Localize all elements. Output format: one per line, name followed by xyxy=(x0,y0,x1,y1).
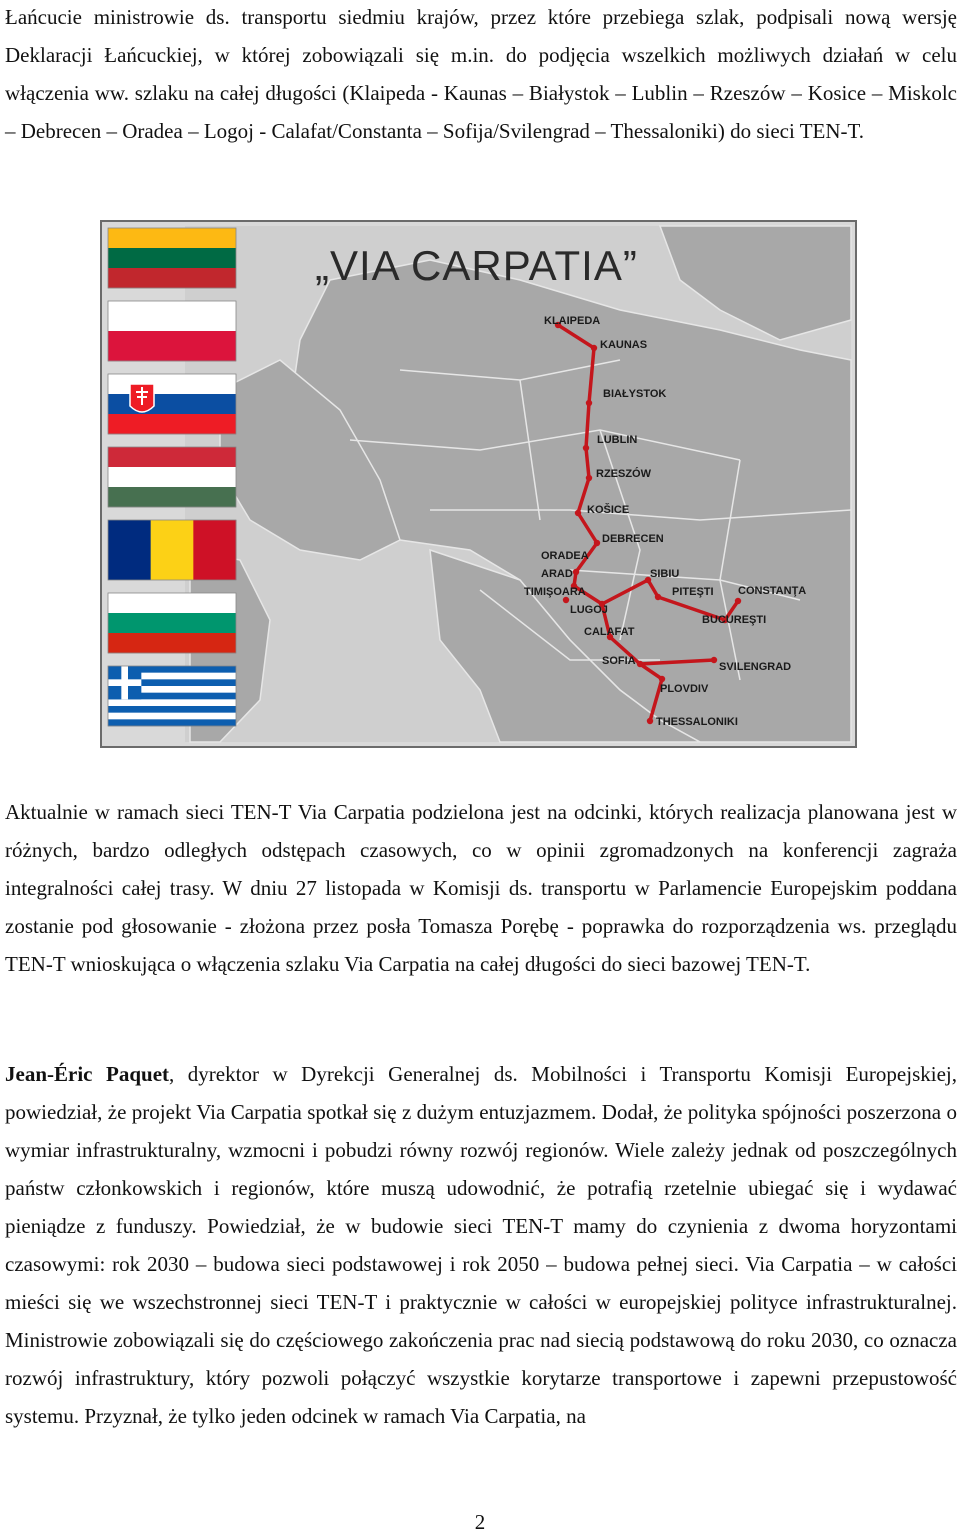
flag-stripe xyxy=(108,248,236,268)
city-marker xyxy=(583,445,589,451)
city-marker xyxy=(637,661,643,667)
speaker-name: Jean-Éric Paquet xyxy=(5,1062,170,1086)
paragraph-2-text: , dyrektor w Dyrekcji Generalnej ds. Mobilności i Transportu Komisji Europejskiej, powiedział, że projekt Via Carpatia spotkał się z dużym entuzjazmem. Dodał, że polityka spójności poszerzona o wymiar infrastrukturalny, wzmocni i pobudzi równy rozwój regionów. Wiele zależy jednak od poszczególnych państw członkowskich i regionów, które muszą udowodnić, że potrafią rzetelnie ubiegać się i wydawać pieniądze z funduszy. Powiedział, że w budowie sieci TEN-T mamy do czynienia z dwoma horyzontami czasowymi: rok 2030 – budowa sieci podstawowej i rok 2050 – budowa pełnej sieci. Via Carpatia – w całości mieści się we wszechstronnej sieci TEN-T i praktycznie w całości w europejskiej polityce infrastrukturalnej. Ministrowie zobowiązali się do częściowego zakończenia prac nad siecią podstawową do roku 2030, co oznacza rozwój infrastruktury, który pozwoli połączyć wszystkie korytarze transportowe i zapewni przepustowość systemu. Przyznał, że tylko jeden odcinek w ramach Via Carpatia, na xyxy=(5,1062,957,1428)
flag-stripe xyxy=(108,713,236,720)
flag-poland xyxy=(108,301,236,361)
flag-stripe xyxy=(108,593,236,613)
city-marker xyxy=(655,594,661,600)
flag-stripe xyxy=(151,520,194,580)
city-marker xyxy=(586,475,592,481)
city-label-0: KLAIPEDA xyxy=(544,315,601,327)
paragraph-1: Aktualnie w ramach sieci TEN-T Via Carpatia podzielona jest na odcinki, których realizacja planowana jest w różnych, bardzo odległych odstępach czasowych, co w opinii zgromadzonych na konferencji zagraża integralności całej trasy. W dniu 27 listopada w Komisji ds. transportu w Parlamencie Europejskim poddana zostanie pod głosowanie - złożona przez posła Tomasza Porębę - poprawka do rozporządzenia ws. przeglądu TEN-T wnioskująca o włączenia szlaku Via Carpatia na całej długości do sieci bazowej TEN-T. xyxy=(5,800,957,976)
city-label-6: DEBRECEN xyxy=(602,533,664,545)
flag-slovakia xyxy=(108,374,236,434)
flag-hungary xyxy=(108,447,236,507)
city-marker xyxy=(594,540,600,546)
city-marker xyxy=(647,718,653,724)
city-marker xyxy=(711,657,717,663)
city-label-11: SIBIU xyxy=(650,568,680,580)
city-label-18: PLOVDIV xyxy=(660,683,709,695)
intro-paragraph: Łańcucie ministrowie ds. transportu siedmiu krajów, przez które przebiega szlak, podpisali nową wersję Deklaracji Łańcuckiej, w której zobowiązali się m.in. do podjęcia wszelkich możliwych działań w celu włączenia ww. szlaku na całej długości (Klaipeda - Kaunas – Białystok – Lublin – Rzeszów – Kosice – Miskolc – Debrecen – Oradea – Logoj - Calafat/Constanta – Sofija/Svilengrad – Thessaloniki) do sieci TEN-T. xyxy=(5,5,957,143)
city-label-2: BIAŁYSTOK xyxy=(603,388,667,400)
city-label-5: KOŠICE xyxy=(587,504,630,516)
flag-lithuania xyxy=(108,228,236,288)
flag-stripe xyxy=(108,613,236,633)
flags-column xyxy=(108,228,237,726)
city-label-8: ARAD xyxy=(541,568,573,580)
city-label-4: RZESZÓW xyxy=(596,468,651,480)
flag-stripe xyxy=(108,699,236,706)
flag-stripe xyxy=(108,228,236,248)
city-marker xyxy=(573,569,579,575)
flag-bulgaria xyxy=(108,593,236,653)
via-carpatia-map xyxy=(100,220,857,748)
flag-stripe xyxy=(108,719,236,726)
flag-stripe xyxy=(193,520,236,580)
city-label-15: CALAFAT xyxy=(584,626,635,638)
paragraph-2 xyxy=(5,1055,957,1435)
city-marker xyxy=(659,676,665,682)
flag-stripe xyxy=(108,374,236,394)
city-label-16: SOFIA xyxy=(602,655,636,667)
flag-cross xyxy=(108,679,141,686)
city-label-10: LUGOJ xyxy=(570,604,608,616)
flag-stripe xyxy=(108,520,151,580)
flag-romania xyxy=(108,520,237,580)
city-label-12: PITEŞTI xyxy=(672,586,714,598)
flag-stripe xyxy=(108,487,236,507)
map-title: „VIA CARPATIA” xyxy=(315,242,638,289)
city-marker xyxy=(735,598,741,604)
via-carpatia-map-figure xyxy=(100,220,857,748)
city-label-17: SVILENGRAD xyxy=(719,661,792,673)
flag-stripe xyxy=(108,467,236,487)
flag-stripe xyxy=(108,268,236,288)
city-label-9: TIMIŞOARA xyxy=(524,586,586,598)
city-marker xyxy=(591,345,597,351)
flag-greece xyxy=(108,666,236,726)
city-label-1: KAUNAS xyxy=(600,339,648,351)
city-label-7: ORADEA xyxy=(541,550,589,562)
city-marker xyxy=(575,510,581,516)
flag-stripe xyxy=(108,301,236,331)
city-label-3: LUBLIN xyxy=(597,434,638,446)
flag-stripe xyxy=(108,394,236,414)
flag-stripe xyxy=(108,633,236,653)
city-label-14: BUCUREŞTI xyxy=(702,614,767,626)
flag-stripe xyxy=(108,414,236,434)
flag-stripe xyxy=(108,706,236,713)
city-label-13: CONSTANŢA xyxy=(738,585,807,597)
flag-stripe xyxy=(108,447,236,467)
flag-stripe xyxy=(108,331,236,361)
page-number: 2 xyxy=(474,1510,486,1534)
city-label-19: THESSALONIKI xyxy=(656,716,738,728)
city-marker xyxy=(586,400,592,406)
